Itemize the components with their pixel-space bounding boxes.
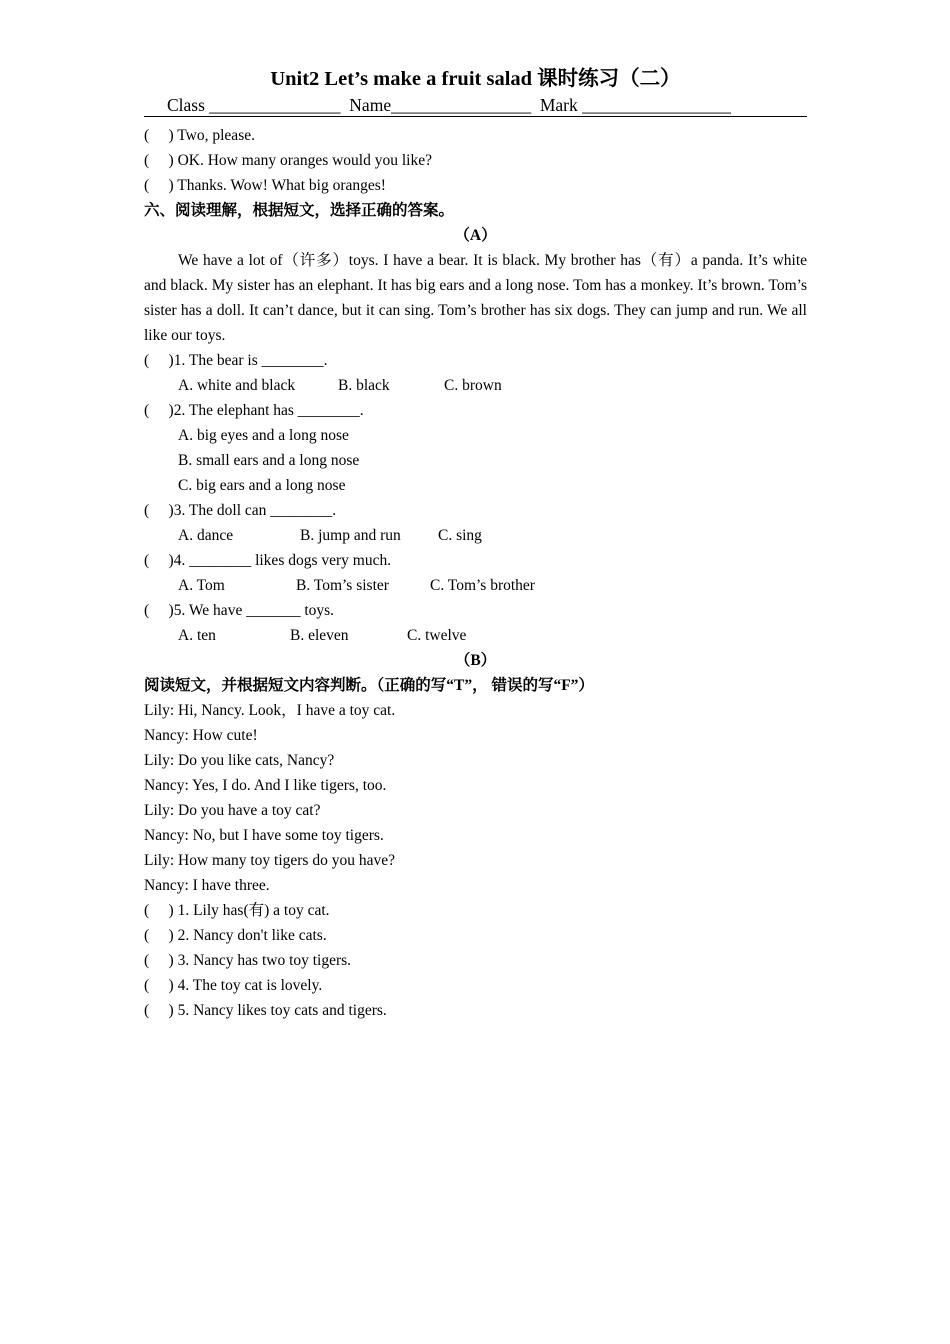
question-a-3: ( )3. The doll can ________. — [144, 502, 337, 519]
dialogue-line: Nancy: How cute! — [144, 727, 258, 744]
option-c: C. brown — [444, 377, 502, 394]
option-a: A. big eyes and a long nose — [178, 427, 349, 444]
dialogue-line: Lily: Do you like cats, Nancy? — [144, 752, 335, 769]
true-false-item: ( ) 1. Lily has(有) a toy cat. — [144, 902, 330, 919]
option-b: B. black — [338, 377, 390, 394]
question-a-5-options — [144, 623, 807, 648]
question-a-2: ( )2. The elephant has ________. — [144, 402, 364, 419]
option-b: B. Tom’s sister — [296, 577, 389, 594]
order-item: ( ) Thanks. Wow! What big oranges! — [144, 177, 386, 194]
option-b: B. jump and run — [300, 527, 401, 544]
question-a-1-options — [144, 373, 807, 398]
dialogue-line: Lily: How many toy tigers do you have? — [144, 852, 395, 869]
option-c: C. big ears and a long nose — [178, 477, 346, 494]
option-a: A. dance — [178, 527, 234, 544]
true-false-item: ( ) 5. Nancy likes toy cats and tigers. — [144, 1002, 387, 1019]
dialogue-line: Nancy: I have three. — [144, 877, 270, 894]
question-a-4-options — [144, 573, 807, 598]
option-c: C. twelve — [407, 627, 467, 644]
section-six-heading: 六、阅读理解，根据短文，选择正确的答案。 — [144, 202, 455, 219]
part-b-label: （B） — [454, 652, 497, 669]
dialogue-line: Nancy: Yes, I do. And I like tigers, too. — [144, 777, 387, 794]
passage-a: We have a lot of（许多）toys. I have a bear. It is black. My brother has（有）a panda. It’s white and black. My sister has an elephant. It has big ears and a long nose. Tom has a monkey. It’s brown. Tom’s sister has a doll. It can’t dance, but it can sing. Tom’s brother has six dogs. They can jump and run. We all like our toys. — [144, 252, 807, 344]
option-c: C. Tom’s brother — [430, 577, 535, 594]
option-b: B. small ears and a long nose — [178, 452, 360, 469]
option-a: A. Tom — [178, 577, 225, 594]
part-a-label: （A） — [454, 227, 497, 244]
worksheet-title: Unit2 Let’s make a fruit salad 课时练习（二） — [270, 68, 681, 90]
true-false-item: ( ) 4. The toy cat is lovely. — [144, 977, 323, 994]
option-c: C. sing — [438, 527, 482, 544]
true-false-item: ( ) 3. Nancy has two toy tigers. — [144, 952, 352, 969]
order-item: ( ) OK. How many oranges would you like? — [144, 152, 432, 169]
dialogue-line: Nancy: No, but I have some toy tigers. — [144, 827, 384, 844]
question-a-5: ( )5. We have _______ toys. — [144, 602, 335, 619]
student-info-line: Class _______________ Name________________ Mark _________________ — [144, 94, 807, 117]
worksheet-page — [144, 64, 807, 1023]
option-a: A. ten — [178, 627, 216, 644]
option-b: B. eleven — [290, 627, 349, 644]
dialogue-line: Lily: Do you have a toy cat? — [144, 802, 321, 819]
true-false-item: ( ) 2. Nancy don't like cats. — [144, 927, 327, 944]
order-item: ( ) Two, please. — [144, 127, 255, 144]
question-a-4: ( )4. ________ likes dogs very much. — [144, 552, 392, 569]
question-a-1: ( )1. The bear is ________. — [144, 352, 328, 369]
option-a: A. white and black — [178, 377, 296, 394]
dialogue-line: Lily: Hi, Nancy. Look，I have a toy cat. — [144, 702, 396, 719]
part-b-instruction: 阅读短文，并根据短文内容判断。（正确的写“T”， 错误的写“F”） — [144, 677, 594, 694]
question-a-3-options — [144, 523, 807, 548]
